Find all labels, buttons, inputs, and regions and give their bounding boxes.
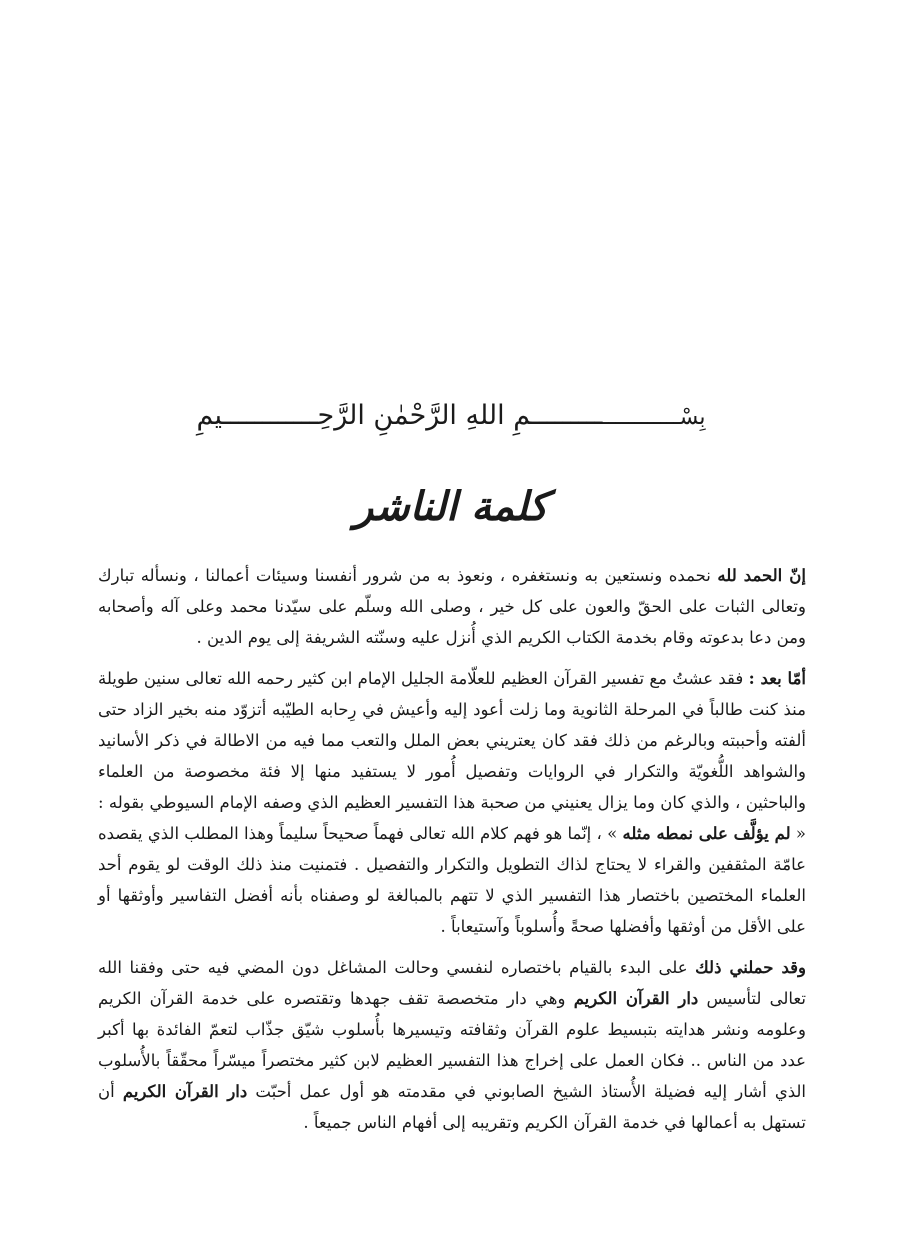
paragraph-2-quote: لم يؤلَّف على نمطه مثله [622,824,791,843]
page-title: كلمة الناشر [354,484,548,530]
basmala-text: ـــــــــمِ اللهِ الرَّحْمٰنِ الرَّحِــــــــــــيمِ [196,400,603,431]
basmala-lead: بِسْــــــــــــ [602,405,706,430]
paragraph-1-text: نحمده ونستعين به ونستغفره ، ونعوذ به من شرور أنفسنا وسيئات أعمالنا ، ونسأله تبارك وتعالى الثبات على الحقّ والعون على كل خير ، وصلى الله وسلّم على سيّدنا محمد وعلى آله وأصحابه ومن دعا بدعوته وقام بخدمة الكتاب الكريم الذي أُنزل عليه وسنّته الشريفة إلى يوم الدين . [98,566,806,647]
body-text [98,560,806,1148]
paragraph-2-lead: أمّا بعد : [748,669,806,688]
basmala-heading [0,400,902,431]
paragraph-2-text-cont: » ، إنّما هو فهم كلام الله تعالى فهماً صحيحاً سليماً وهذا المطلب الذي يقصده عامّة المثقفين والقراء لا يحتاج لذاك التطويل والتكرار والتفصيل . فتمنيت منذ ذلك الوقت لو يقوم أحد العلماء المختصين باختصار هذا التفسير الذي لا تتهم بالمبالغة لو وصفناه بأنه أفضل التفاسير وأوثقها أو على الأقل من أوثقها وأفضلها صحةً وأُسلوباً وآستيعاباً . [98,824,806,936]
paragraph-2-text: فقد عشتُ مع تفسير القرآن العظيم للعلّامة الجليل الإمام ابن كثير رحمه الله تعالى سنين طويلة منذ كنت طالباً في المرحلة الثانوية وما زلت أعود إليه وأعيش في رِحابه الطيّبه أتزوّد منه بخير الزاد حتى ألفته وأحببته وبالرغم من ذلك فقد كان يعتريني بعض الملل والتعب مما فيه من الاطالة في ذكر الأسانيد والشواهد اللُّغويّة والتكرار في الروايات وتفصيل أُمور لا يستفيد منها إلا فئة مخصوصة من العلماء والباحثين ، والذي كان وما يزال يعنيني من صحبة هذا التفسير العظيم الذي وصفه الإمام السيوطي بقوله : « [98,669,807,843]
paragraph-3-publisher-name: دار القرآن الكريم [573,989,699,1008]
paragraph-3 [98,952,806,1138]
paragraph-1-lead: إنّ الحمد لله [717,566,806,585]
paragraph-3-text-cont: وهي دار متخصصة تقف جهدها وتقتصره على خدمة القرآن الكريم وعلومه ونشر هدايته بتبسيط علوم القرآن وثقافته وتيسيرها بأُسلوب شيّق جذّاب لتعمّ الفائدة بها أكبر عدد من الناس .. فكان العمل على إخراج هذا التفسير العظيم لابن كثير مختصراً ميسّراً محقّقاً بالأُسلوب الذي أشار إليه فضيلة الأُستاذ الشيخ الصابوني في مقدمته هو أول عمل أحبّت [98,989,807,1101]
paragraph-3-text: على البدء بالقيام باختصاره لنفسي وحالت المشاغل دون المضي فيه حتى وفقنا الله تعالى لتأسيس [98,958,806,1008]
paragraph-3-publisher-name-2: دار القرآن الكريم [122,1082,248,1101]
paragraph-2 [98,663,806,942]
paragraph-3-lead: وقد حملني ذلك [695,958,807,977]
paragraph-1 [98,560,806,653]
paragraph-3-text-end: أن تستهل به أعمالها في خدمة القرآن الكريم وتقريبه إلى أفهام الناس جميعاً . [98,1082,806,1132]
